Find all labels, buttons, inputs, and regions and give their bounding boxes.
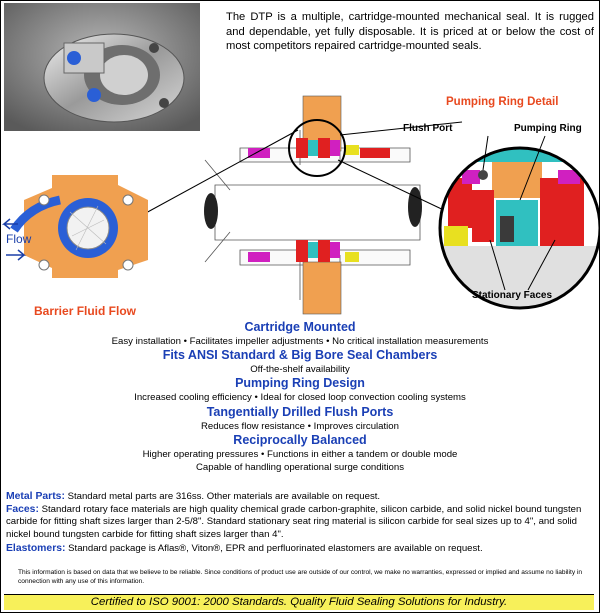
spec-metal-parts [6,491,596,504]
stationary-faces-label: Stationary Faces [472,290,553,301]
spec-label: Metal Parts: [6,491,65,502]
barrier-fluid-flow-label: Barrier Fluid Flow [34,304,137,318]
feature-description: Higher operating pressures • Functions in either a tandem or double mode [142,448,458,460]
features-list [0,320,600,474]
spec-faces [6,504,596,542]
spec-text: Standard package is Aflas®, Viton®, EPR and perfluorinated elastomers are available on request. [65,543,483,555]
seal-diagram [0,80,600,318]
pumping-ring-label: Pumping Ring [514,123,582,134]
specifications [6,491,596,556]
feature-description: Reduces flow resistance • Improves circulation [201,420,399,432]
spec-label: Faces: [6,503,39,515]
feature-description: Increased cooling efficiency • Ideal for closed loop convection cooling systems [134,392,466,404]
pumping-ring-detail-title: Pumping Ring Detail [446,96,559,108]
feature-item [0,376,600,404]
flush-port-label: Flush Port [403,123,453,134]
feature-description: Easy installation • Facilitates impeller adjustments • No critical installation measurements [111,336,489,347]
feature-title: Fits ANSI Standard & Big Bore Seal Chambers [162,348,438,363]
feature-item [0,433,600,474]
spec-label: Elastomers: [6,543,66,555]
spec-text: Standard rotary face materials are high quality chemical grade carbon-graphite, silicon carbide, and solid nickel bound tungsten carbide for fitting shaft sizes larger than 2-5/8". Standard stationary seat ring material is silicon carbide for seal sizes up to 4", and solid nickel bound tungsten carbide for fitting shaft sizes larger than 4". [6,503,582,540]
feature-title: Reciprocally Balanced [233,432,367,447]
pumping-ring-detail-diagram [440,136,600,316]
flow-label: Flow [6,232,32,246]
feature-title: Pumping Ring Design [235,376,365,391]
barrier-fluid-diagram [4,175,148,278]
feature-item [0,405,600,433]
spec-elastomers [6,543,596,556]
intro-paragraph: The DTP is a multiple, cartridge-mounted mechanical seal. It is rugged and dependable, yet fully disposable. It is priced at or below the cost of most competitors repaired cartridge-mounted seals. [226,11,594,53]
feature-title: Tangentially Drilled Flush Ports [206,404,394,419]
spec-text: Standard metal parts are 316ss. Other materials are available on request. [64,491,381,502]
feature-item [0,348,600,376]
disclaimer: This information is based on data that we believe to be reliable. Since conditions of product use are outside of our control, we make no warranties, expressed or implied and assume no liability in connection with any use of this information. [18,569,583,585]
feature-description: Capable of handling operational surge conditions [195,462,404,474]
feature-title: Cartridge Mounted [244,320,356,334]
feature-item [0,320,600,348]
iso-banner: Certified to ISO 9001: 2000 Standards. Quality Fluid Sealing Solutions for Industry. [4,594,594,610]
feature-description: Off-the-shelf availability [250,364,350,376]
